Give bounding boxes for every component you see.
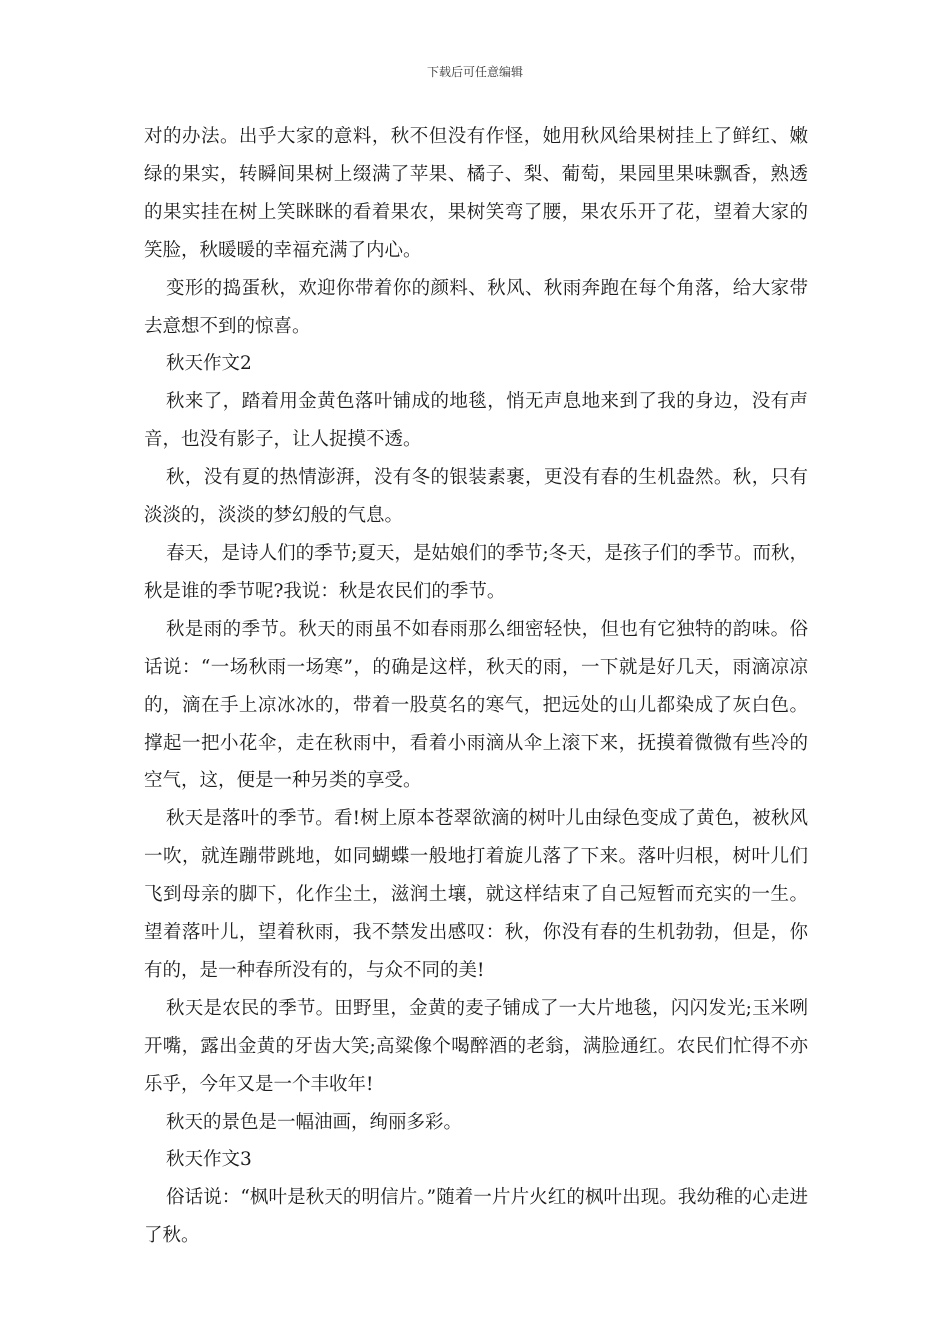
paragraph-4: 秋，没有夏的热情澎湃，没有冬的银装素裹，更没有春的生机盎然。秋，只有淡淡的，淡淡的梦幻般的气息。 — [144, 467, 808, 527]
page-header: 下载后可任意编辑 — [426, 65, 523, 79]
section-heading-2: 秋天作文2 — [166, 353, 252, 375]
paragraph-8: 秋天是农民的季节。田野里，金黄的麦子铺成了一大片地毯，闪闪发光;玉米咧开嘴，露出金黄的牙齿大笑;高粱像个喝醉酒的老翁，满脸通红。农民们忙得不亦乐乎，今年又是一个丰收年! — [144, 997, 808, 1095]
paragraph-7: 秋天是落叶的季节。看!树上原本苍翠欲滴的树叶儿由绿色变成了黄色，被秋风一吹，就连蹦带跳地，如同蝴蝶一般地打着旋儿落了下来。落叶归根，树叶儿们飞到母亲的脚下，化作尘土，滋润土壤，就这样结束了自己短暂而充实的一生。望着落叶儿，望着秋雨，我不禁发出感叹：秋，你没有春的生机勃勃，但是，你有的，是一种春所没有的，与众不同的美! — [144, 808, 808, 981]
paragraph-3: 秋来了，踏着用金黄色落叶铺成的地毯，悄无声息地来到了我的身边，没有声音，也没有影子，让人捉摸不透。 — [144, 391, 808, 451]
paragraph-5: 春天，是诗人们的季节;夏天，是姑娘们的季节;冬天，是孩子们的季节。而秋，秋是谁的季节呢?我说：秋是农民们的季节。 — [144, 542, 808, 602]
section-heading-3: 秋天作文3 — [166, 1149, 252, 1171]
paragraph-1: 对的办法。出乎大家的意料，秋不但没有作怪，她用秋风给果树挂上了鲜红、嫩绿的果实，转瞬间果树上缀满了苹果、橘子、梨、葡萄，果园里果味飘香，熟透的果实挂在树上笑眯眯的看着果农，果树笑弯了腰，果农乐开了花，望着大家的笑脸，秋暖暖的幸福充满了内心。 — [144, 126, 808, 261]
paragraph-9: 秋天的景色是一幅油画，绚丽多彩。 — [166, 1111, 463, 1133]
paragraph-6: 秋是雨的季节。秋天的雨虽不如春雨那么细密轻快，但也有它独特的韵味。俗话说：“一场秋雨一场寒”，的确是这样，秋天的雨，一下就是好几天，雨滴凉凉的，滴在手上凉冰冰的，带着一股莫名的寒气，把远处的山儿都染成了灰白色。撑起一把小花伞，走在秋雨中，看着小雨滴从伞上滚下来，抚摸着微微有些冷的空气，这，便是一种另类的享受。 — [144, 618, 808, 792]
paragraph-10: 俗话说：“枫叶是秋天的明信片。”随着一片片火红的枫叶出现。我幼稚的心走进了秋。 — [144, 1187, 808, 1247]
document-body — [144, 118, 808, 1255]
paragraph-2: 变形的捣蛋秋，欢迎你带着你的颜料、秋风、秋雨奔跑在每个角落，给大家带去意想不到的惊喜。 — [144, 277, 808, 337]
